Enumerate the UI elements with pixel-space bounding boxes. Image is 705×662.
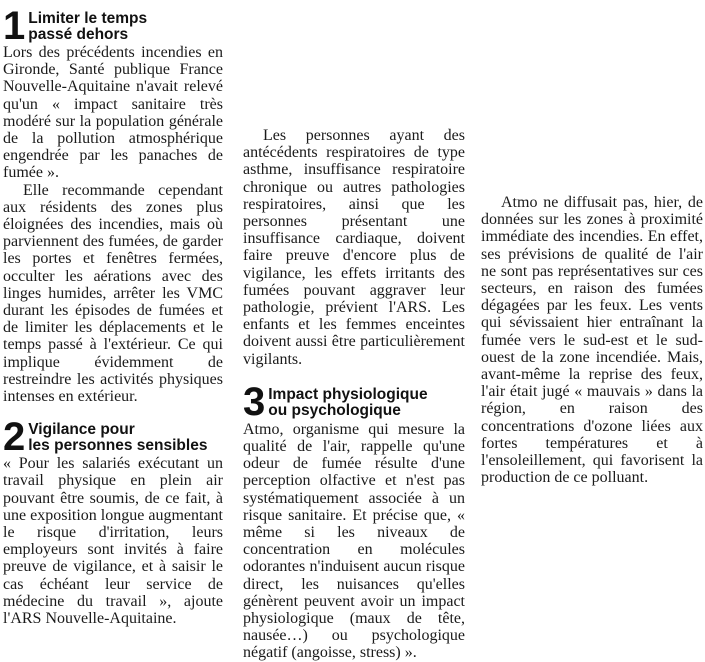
section-2-paragraph-1: « Pour les salariés exécutant un travail physique en plein air pouvant être soumis, de ce fait, à une exposition longue augmentant le risque d'irritation, leurs employeurs sont invités à faire preuve de vigilance, et à saisir le cas échéant leur service de médecine du travail », ajoute l'ARS Nouvelle-Aquitaine. <box>3 455 223 628</box>
section-1-paragraph-2: Elle recommande cependant aux résidents des zones plus éloignées des incendies, mais où parviennent des fumées, de garder les portes et fenêtres fermées, occulter les aérations avec des linges humides, arrêter les VMC durant les épisodes de fumées et de limiter les déplacements et le temps passé à l'extérieur. Ce qui implique évidemment de restreindre les activités physiques intenses en extérieur. <box>3 181 223 406</box>
section-2-paragraph-2: Les personnes ayant des antécédents respiratoires de type asthme, insuffisance respiratoire chronique ou autres pathologies respiratoires, ainsi que les personnes présentant une insuffisance cardiaque, doivent faire preuve d'encore plus de vigilance, les effets irritants des fumées pouvant aggraver leur pathologie, prévient l'ARS. Les enfants et les femmes enceintes doivent aussi être particulièrement vigilants. <box>243 127 465 368</box>
section-1-title-line-2: passé dehors <box>28 26 129 43</box>
section-3-number: 3 <box>243 379 266 424</box>
section-2-title-line-2: les personnes sensibles <box>28 437 208 455</box>
section-1-title-line-1: Limiter le temps <box>28 10 148 27</box>
article-column-3 <box>481 0 703 521</box>
section-2-number: 2 <box>3 415 26 460</box>
section-1-heading <box>3 4 223 48</box>
section-1-number: 1 <box>3 4 26 48</box>
article-column-1 <box>3 0 223 628</box>
section-1-paragraph-1: Lors des précédents incendies en Gironde, Santé publique France Nouvelle-Aquitaine n'avait relevé qu'un « impact sanitaire très modéré sur la population générale de la pollution atmosphérique engendrée par les panaches de fumée ». <box>3 44 223 182</box>
section-3-title-line-1: Impact physiologique <box>268 385 428 403</box>
section-3-paragraph-2: Atmo ne diffusait pas, hier, de données sur les zones à proximité immédiate des incendies. En effet, ses prévisions de qualité de l'air ne sont pas représentatives sur ces secteurs, en raison des fumées dégagées par les feux. Les vents qui sévissaient hier entraînant la fumée vers le sud-est et le sud-ouest de la zone incendiée. Mais, avant-même la reprise des feux, l'air était jugé « mauvais » dans la région, en raison des concentrations d'ozone liées aux fortes températures et à l'ensoleillement, qui favorisent la production de ce polluant. <box>481 194 703 487</box>
section-3-title-line-2: ou psychologique <box>268 401 401 419</box>
section-2-title-line-1: Vigilance pour <box>28 421 135 439</box>
section-3-paragraph-1: Atmo, organisme qui mesure la qualité de l'air, rappelle qu'une odeur de fumée résulte d'une perception olfactive et n'est pas systématiquement associée à un risque sanitaire. Et précise que, « même si les niveaux de concentration en molécules odorantes n'induisent aucun risque direct, les nuisances qu'elles génèrent peuvent avoir un impact physiologique (maux de tête, nausée…) ou psychologique négatif (angoisse, stress) ». <box>243 420 465 662</box>
section-2-heading <box>3 415 223 460</box>
article-column-2 <box>243 0 465 662</box>
section-3-heading <box>243 379 465 424</box>
